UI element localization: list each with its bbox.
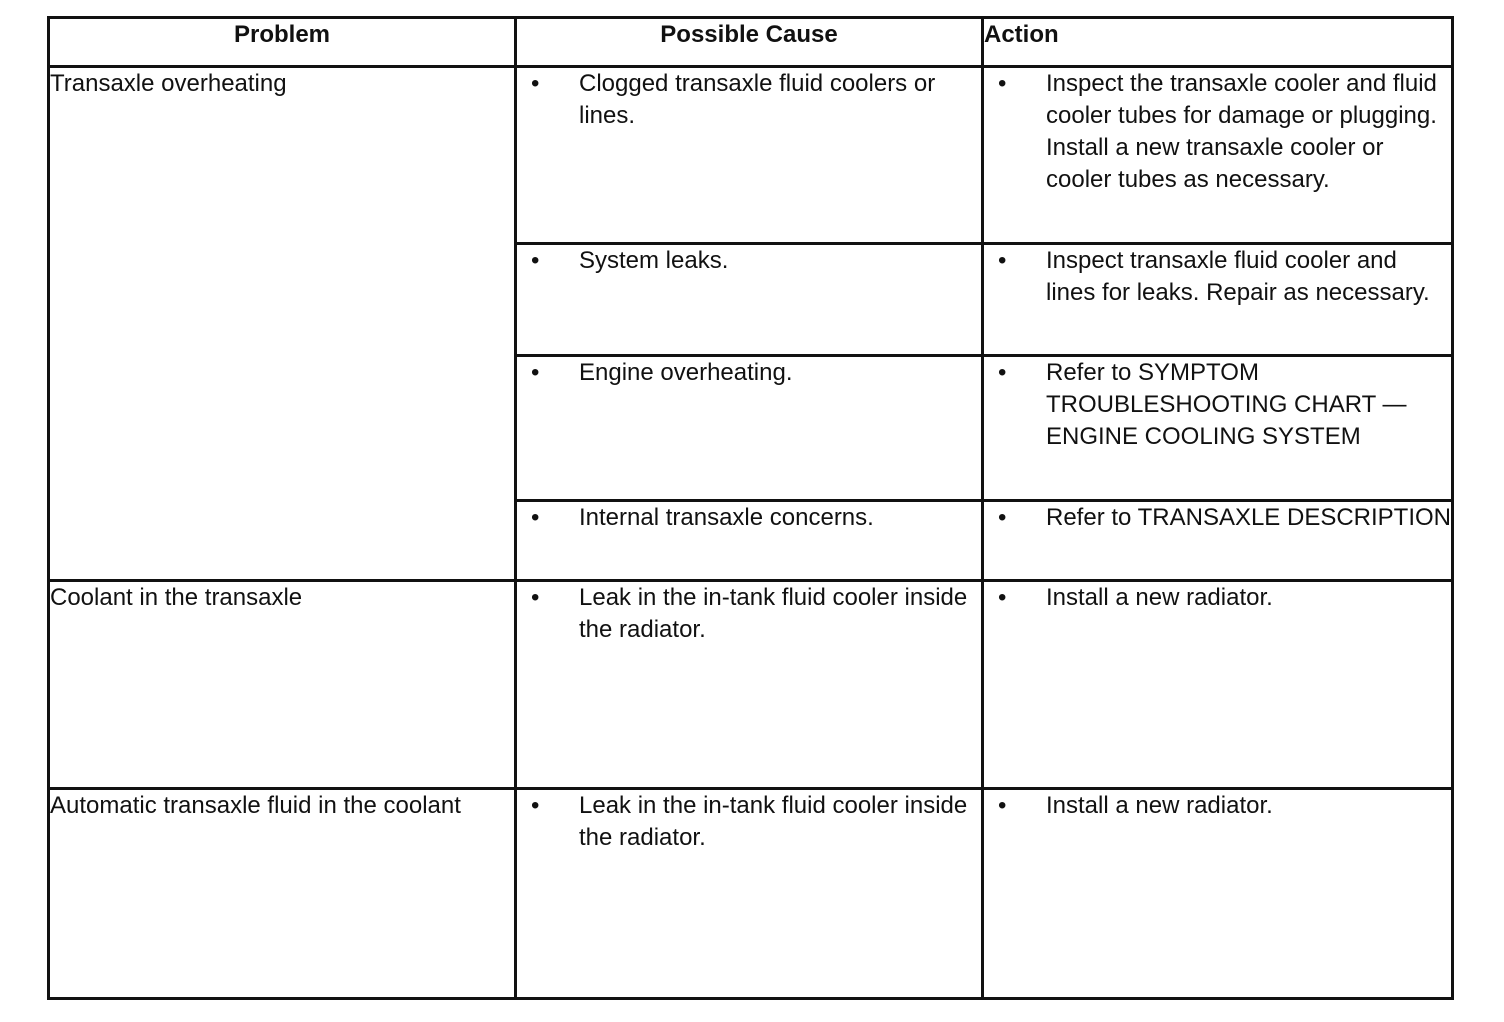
action-text: Inspect transaxle fluid cooler and lines for leaks. Repair as necessary. <box>1046 247 1430 306</box>
cause-cell <box>516 356 983 501</box>
bullet-icon: • <box>531 247 540 274</box>
bullet-icon: • <box>998 247 1007 274</box>
bullet-icon: • <box>531 792 540 819</box>
action-text: Refer to TRANSAXLE DESCRIPTION <box>1046 504 1451 531</box>
table-row <box>49 67 1453 244</box>
cause-text: Internal transaxle concerns. <box>579 504 874 531</box>
header-problem: Problem <box>49 18 516 67</box>
cause-cell <box>516 581 983 789</box>
action-cell <box>983 789 1453 999</box>
bullet-icon: • <box>531 504 540 531</box>
action-text: Install a new radiator. <box>1046 584 1273 611</box>
header-action: Action <box>983 18 1453 67</box>
cause-cell <box>516 501 983 581</box>
header-row <box>49 18 1453 67</box>
cause-text: Leak in the in-tank fluid cooler inside the radiator. <box>579 792 968 851</box>
action-cell <box>983 67 1453 244</box>
bullet-icon: • <box>998 584 1007 611</box>
cause-cell <box>516 789 983 999</box>
action-cell <box>983 581 1453 789</box>
cause-cell <box>516 67 983 244</box>
action-cell <box>983 356 1453 501</box>
table-row <box>49 789 1453 999</box>
header-possible-cause: Possible Cause <box>516 18 983 67</box>
action-text: Install a new radiator. <box>1046 792 1273 819</box>
problem-cell: Coolant in the transaxle <box>49 581 516 789</box>
action-cell <box>983 244 1453 356</box>
bullet-icon: • <box>531 359 540 386</box>
bullet-icon: • <box>998 504 1007 531</box>
cause-text: Leak in the in-tank fluid cooler inside the radiator. <box>579 584 968 643</box>
bullet-icon: • <box>998 359 1007 386</box>
bullet-icon: • <box>998 70 1007 97</box>
problem-cell: Automatic transaxle fluid in the coolant <box>49 789 516 999</box>
cause-text: Clogged transaxle fluid coolers or lines. <box>579 70 936 129</box>
problem-cell: Transaxle overheating <box>49 67 516 581</box>
bullet-icon: • <box>531 70 540 97</box>
troubleshooting-table <box>47 16 1454 1000</box>
bullet-icon: • <box>998 792 1007 819</box>
cause-text: System leaks. <box>579 247 729 274</box>
action-cell <box>983 501 1453 581</box>
action-text: Inspect the transaxle cooler and fluid cooler tubes for damage or plugging. Install a new transaxle cooler or cooler tubes as necessary. <box>1046 70 1437 193</box>
bullet-icon: • <box>531 584 540 611</box>
cause-cell <box>516 244 983 356</box>
table-row <box>49 581 1453 789</box>
action-text: Refer to SYMPTOM TROUBLESHOOTING CHART — ENGINE COOLING SYSTEM <box>1046 359 1407 450</box>
cause-text: Engine overheating. <box>579 359 793 386</box>
